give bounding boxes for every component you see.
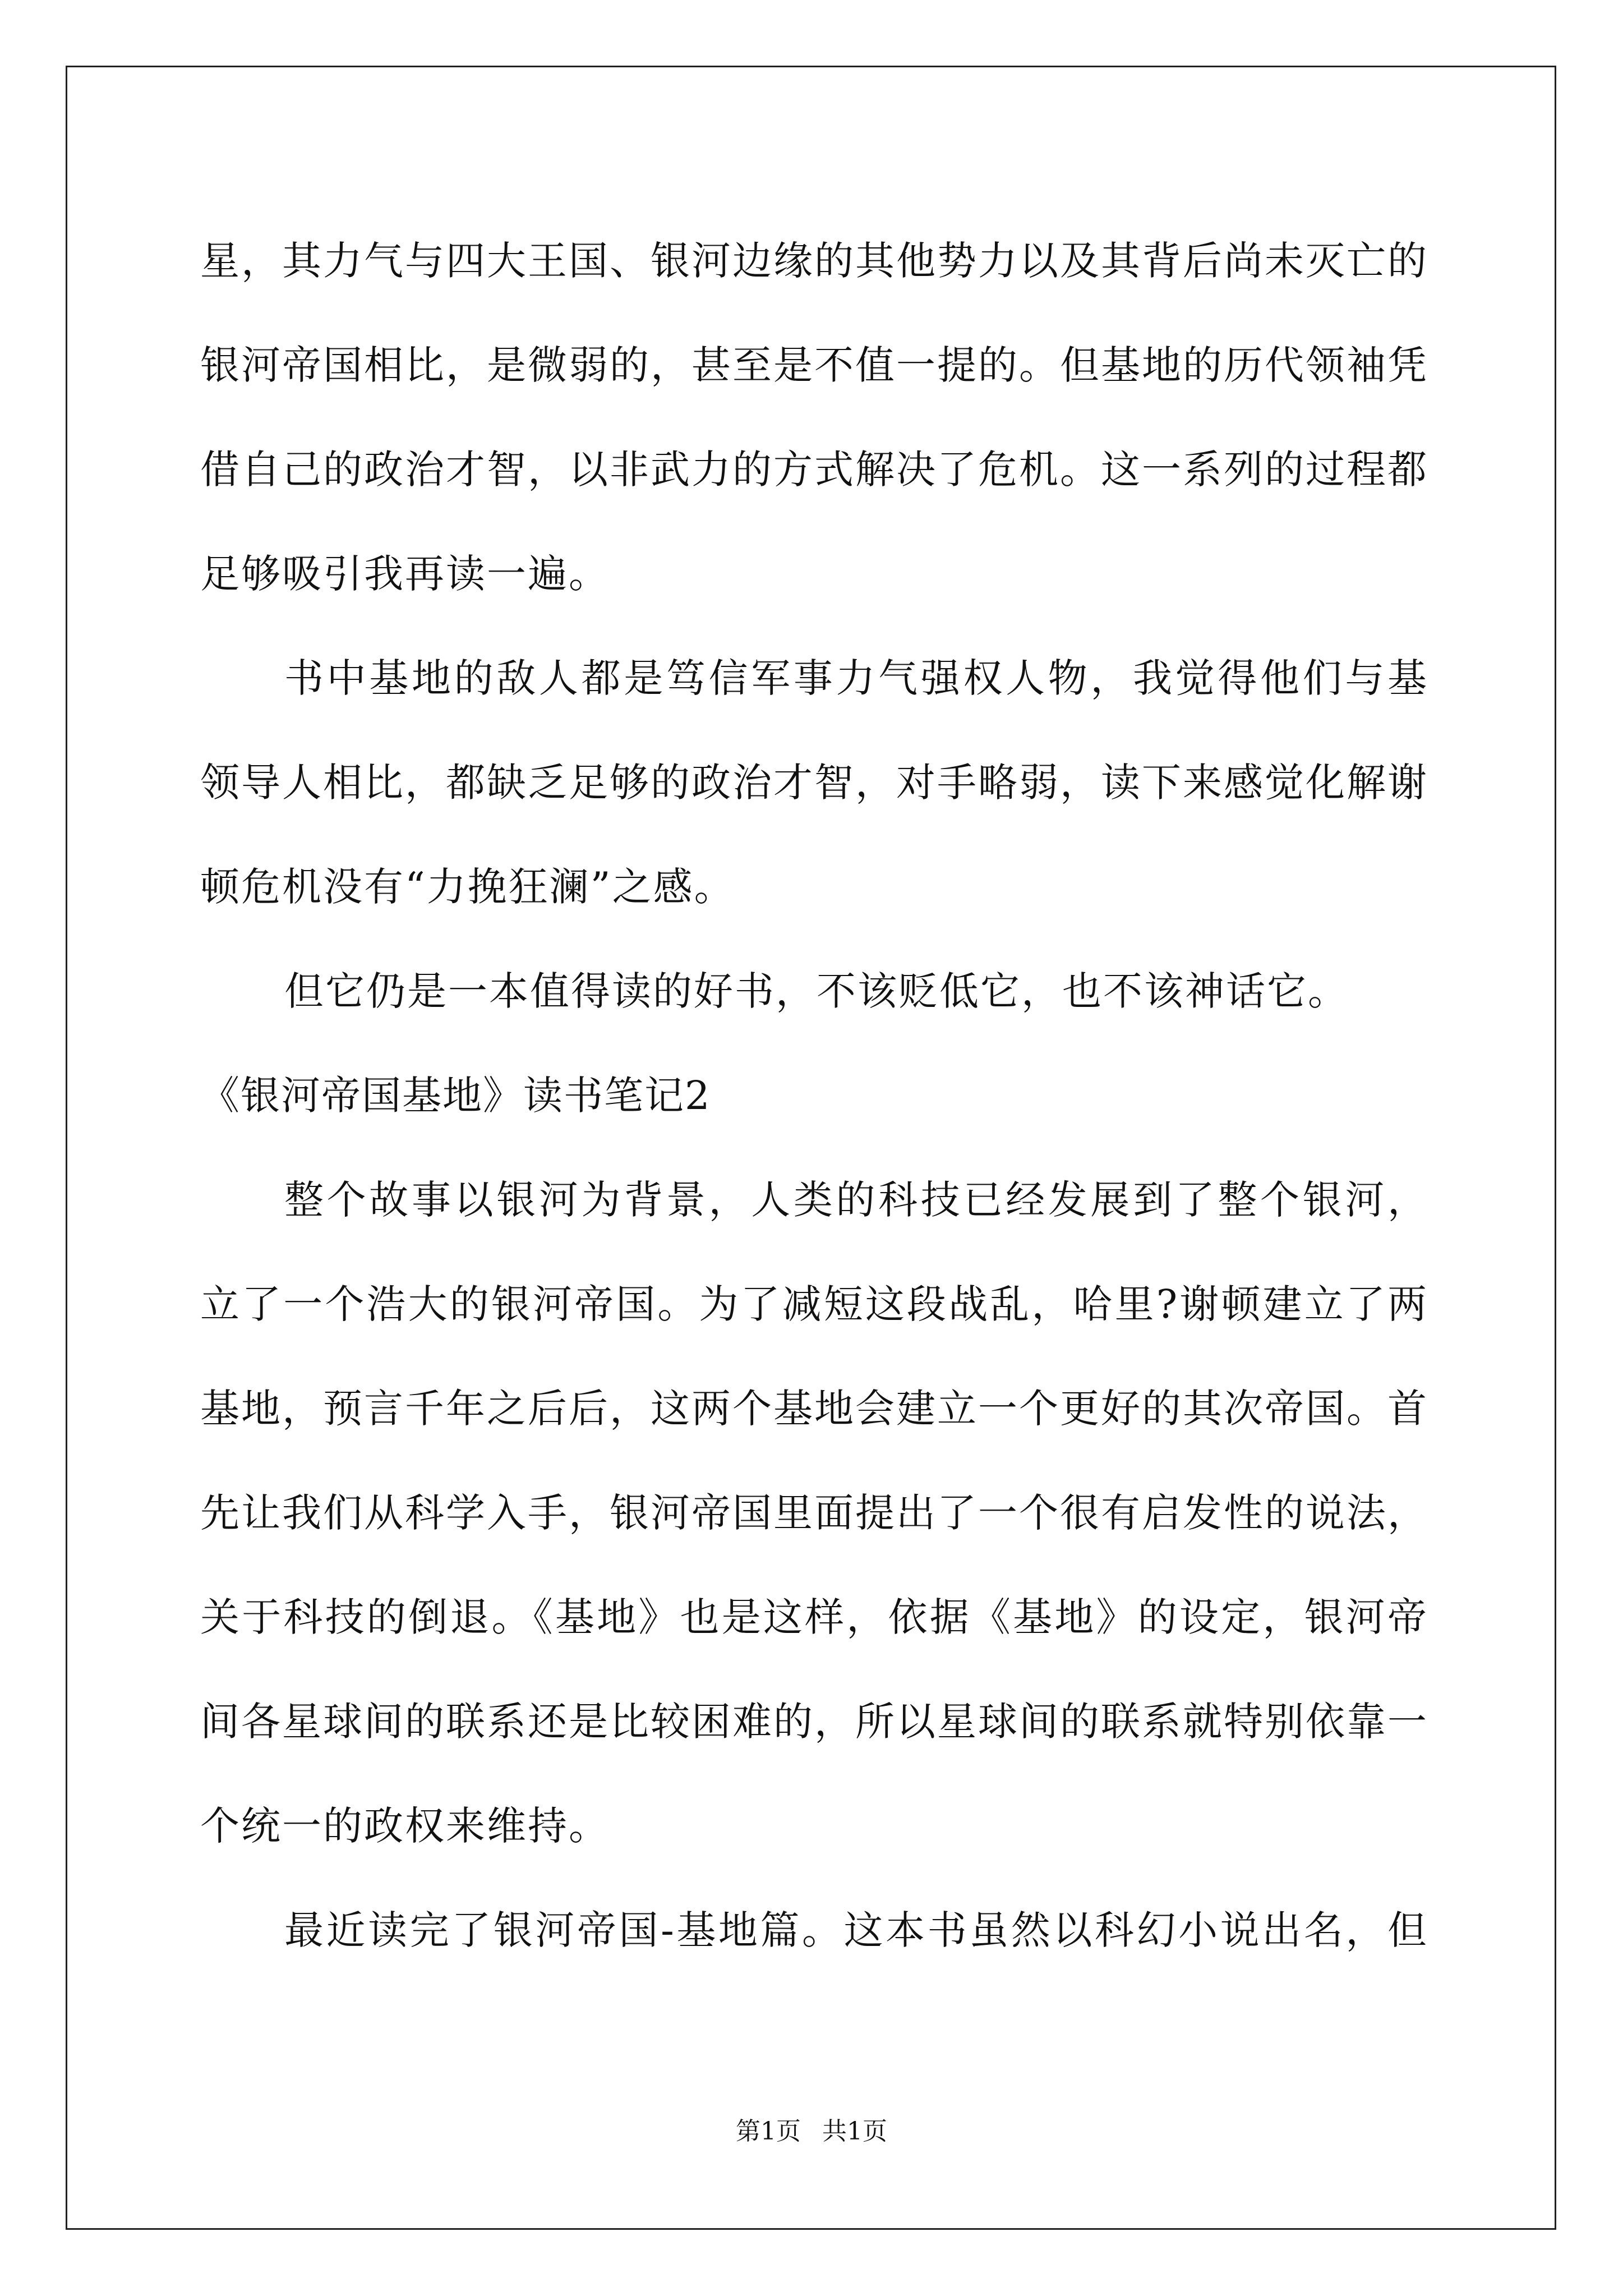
text-line: 最近读完了银河帝国-基地篇。这本书虽然以科幻小说出名，但: [284, 1907, 1428, 1953]
text-line: 顿危机没有“力挽狂澜”之感。: [200, 864, 735, 910]
text-line: 个统一的政权来维持。: [200, 1803, 610, 1849]
page-footer: [0, 2115, 1623, 2148]
text-line: 足够吸引我再读一遍。: [200, 551, 610, 597]
page-number: 第1页: [736, 2117, 801, 2146]
section-heading: 《银河帝国基地》读书笔记2: [200, 1073, 711, 1119]
text-line: 但它仍是一本值得读的好书，不该贬低它，也不该神话它。: [284, 968, 1349, 1014]
document-body: [200, 209, 1428, 1982]
page-total: 共1页: [822, 2117, 887, 2146]
text-line: 基地，预言千年之后后，这两个基地会建立一个更好的其次帝国。首: [200, 1386, 1428, 1432]
text-line: 领导人相比，都缺乏足够的政治才智，对手略弱，读下来感觉化解谢: [200, 760, 1428, 806]
text-line: 银河帝国相比，是微弱的，甚至是不值一提的。但基地的历代领袖凭: [200, 342, 1428, 388]
text-line: 星，其力气与四大王国、银河边缘的其他势力以及其背后尚未灭亡的: [200, 238, 1428, 284]
text-line: 先让我们从科学入手，银河帝国里面提出了一个很有启发性的说法，: [200, 1490, 1428, 1536]
text-line: 间各星球间的联系还是比较困难的，所以星球间的联系就特别依靠一: [200, 1699, 1428, 1745]
text-line: 关于科技的倒退。《基地》也是这样，依据《基地》的设定，银河帝: [200, 1594, 1428, 1640]
text-line: 书中基地的敌人都是笃信军事力气强权人物，我觉得他们与基: [284, 655, 1428, 701]
text-line: 借自己的政治才智，以非武力的方式解决了危机。这一系列的过程都: [200, 447, 1428, 493]
text-line: 整个故事以银河为背景，人类的科技已经发展到了整个银河，: [284, 1177, 1428, 1223]
text-line: 立了一个浩大的银河帝国。为了减短这段战乱，哈里?谢顿建立了两: [200, 1281, 1428, 1327]
